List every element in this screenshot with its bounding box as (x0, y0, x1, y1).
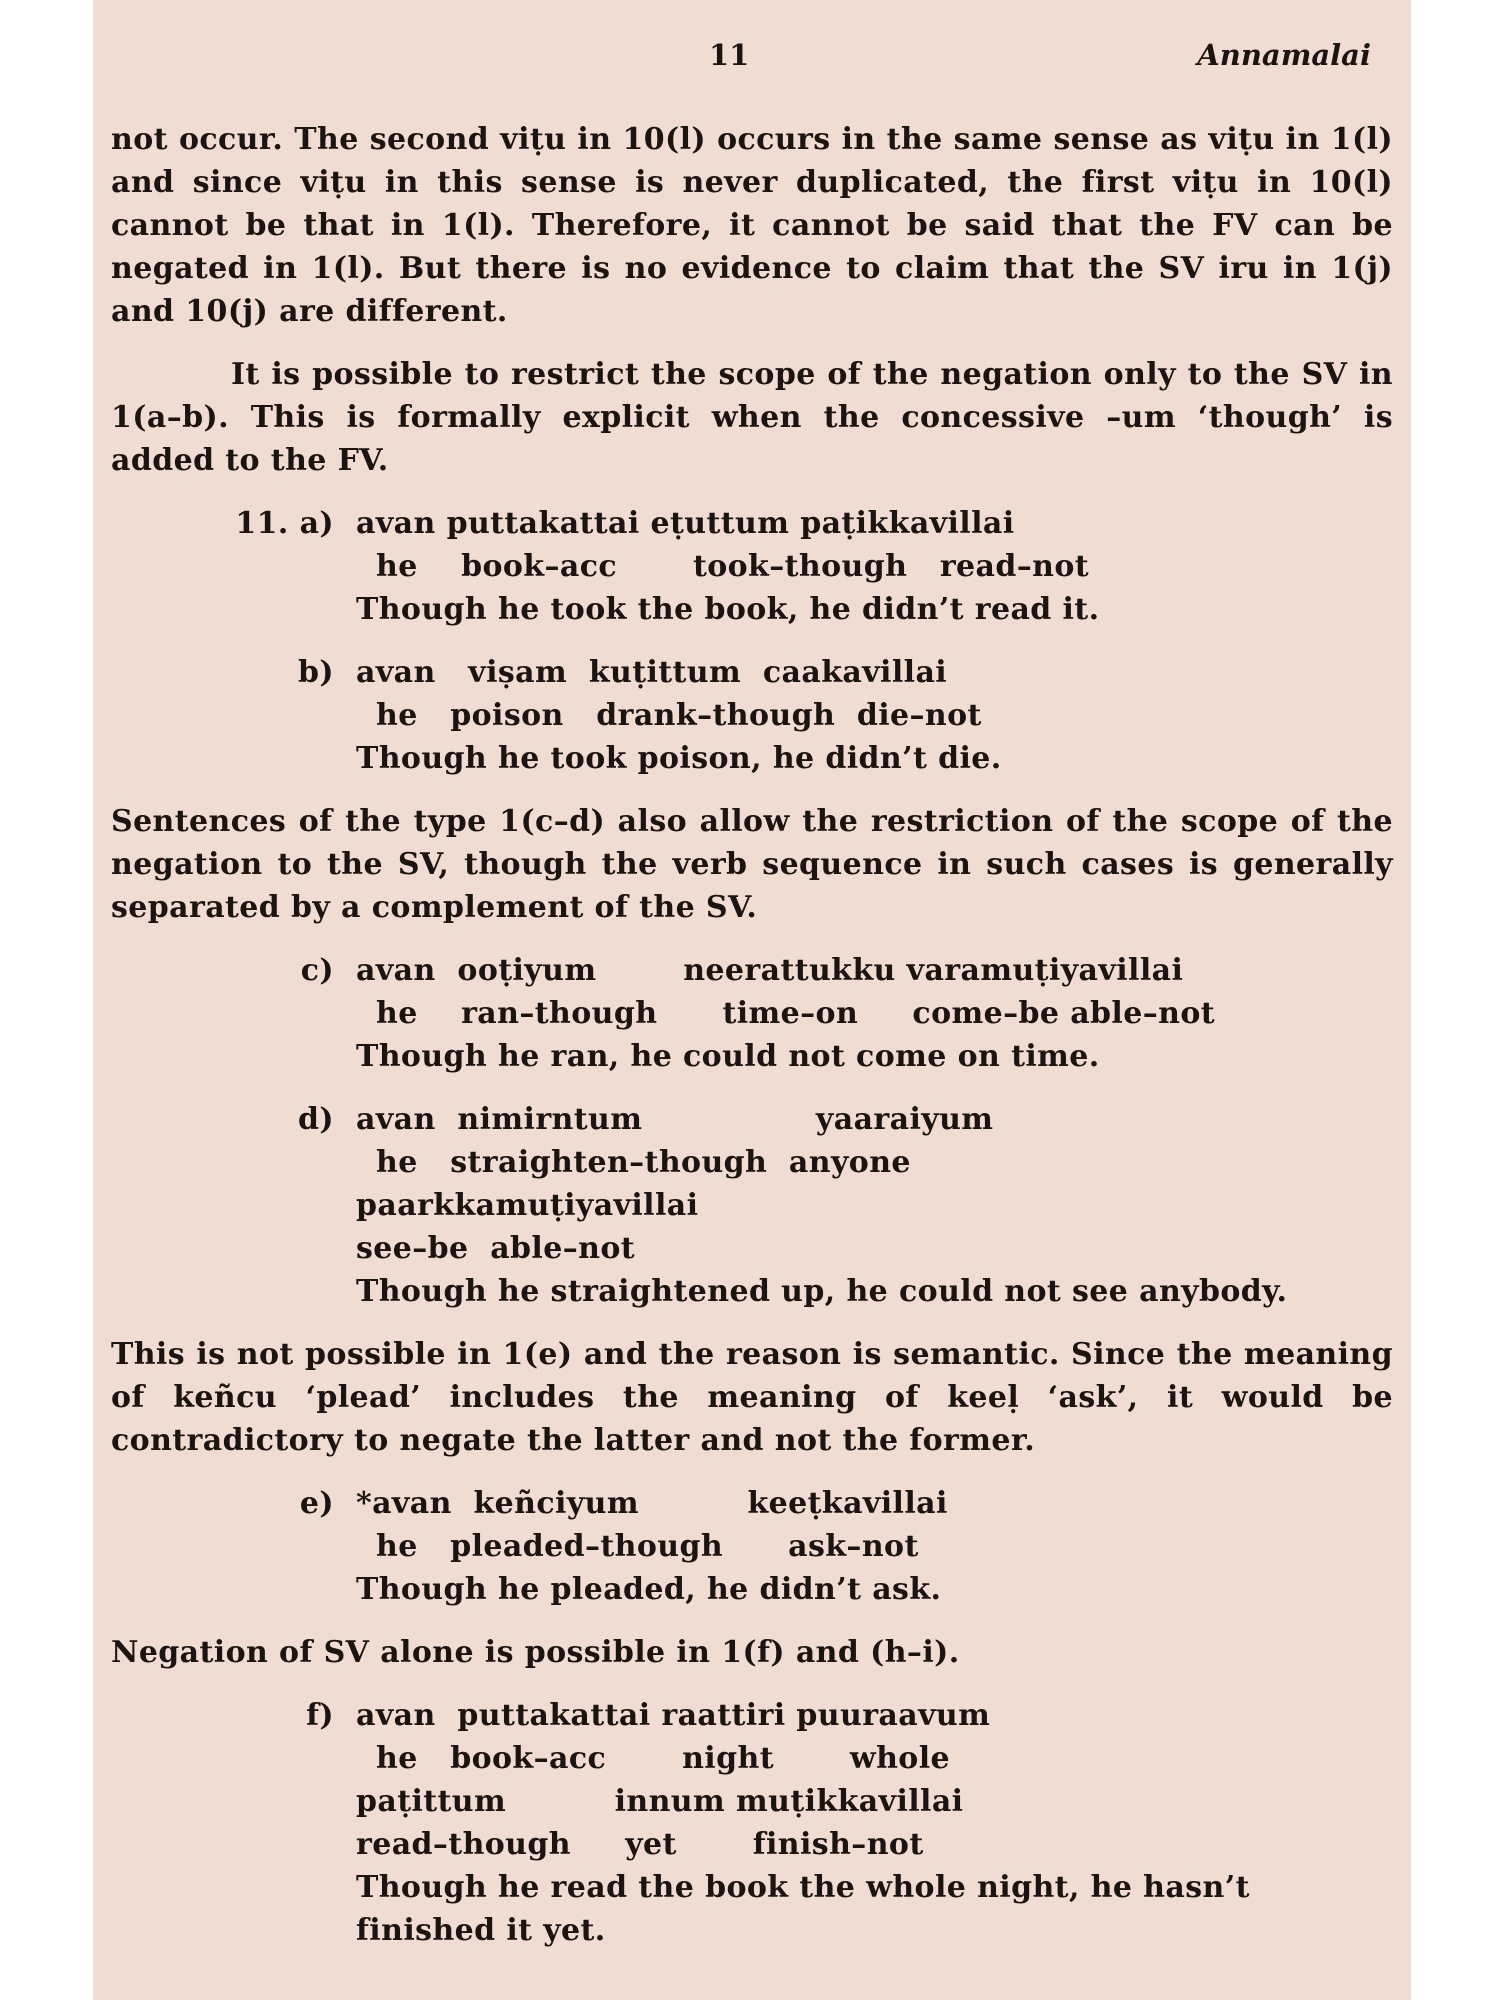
example-11f (111, 1694, 1393, 1952)
book-page (93, 0, 1411, 2000)
example-source: avan puttakattai raattiri puuraavum (356, 1698, 991, 1733)
example-gloss-continued: read–though yet finish–not (356, 1827, 924, 1862)
example-gloss-continued: see–be able–not (356, 1231, 635, 1266)
example-source: *avan keñciyum keeṭkavillai (356, 1486, 948, 1521)
example-source: avan viṣam kuṭittum caakavillai (356, 655, 948, 690)
paragraph-4: This is not possible in 1(e) and the reason is semantic. Since the meaning of keñcu ‘plead’ includes the meaning of keeḷ ‘ask’, it would be contradictory to negate the latter and not the former. (111, 1337, 1393, 1458)
example-translation: Though he read the book the whole night, he hasn’t finished it yet. (356, 1870, 1250, 1948)
page-number: 11 (709, 38, 750, 72)
paragraph-3: Sentences of the type 1(c–d) also allow the restriction of the scope of the negation to the SV, though the verb sequence in such cases is generally separated by a complement of the SV. (111, 804, 1393, 925)
example-source-continued: paṭittum innum muṭikkavillai (356, 1784, 964, 1819)
example-label: 11. a) (235, 506, 334, 541)
example-11d (111, 1098, 1393, 1313)
example-gloss: he poison drank–though die–not (376, 698, 982, 733)
example-source-continued: paarkkamuṭiyavillai (356, 1188, 699, 1223)
example-gloss: he straighten–though anyone (376, 1145, 911, 1180)
example-gloss: he book–acc night whole (376, 1741, 950, 1776)
example-label: c) (300, 953, 334, 988)
example-source: avan puttakattai eṭuttum paṭikkavillai (356, 506, 1015, 541)
example-11b (111, 651, 1393, 780)
paragraph-1: not occur. The second viṭu in 10(l) occurs in the same sense as viṭu in 1(l) and since viṭu in this sense is never duplicated, the first viṭu in 10(l) cannot be that in 1(l). Therefore, it cannot be said that the FV can be negated in 1(l). But there is no evidence to claim that the SV iru in 1(j) and 10(j) are different. (111, 122, 1393, 329)
example-source: avan nimirntum yaaraiyum (356, 1102, 994, 1137)
example-11e (111, 1482, 1393, 1611)
example-gloss: he ran–though time–on come–be able–not (376, 996, 1215, 1031)
page-header (93, 38, 1411, 88)
example-translation: Though he took the book, he didn’t read it. (356, 592, 1100, 627)
example-label: b) (298, 655, 334, 690)
example-translation: Though he ran, he could not come on time. (356, 1039, 1100, 1074)
running-head: Annamalai (1197, 38, 1371, 72)
example-11c (111, 949, 1393, 1078)
example-label: e) (299, 1486, 334, 1521)
paragraph-2: It is possible to restrict the scope of the negation only to the SV in 1(a–b). This is formally explicit when the concessive –um ‘though’ is added to the FV. (111, 357, 1393, 478)
example-source: avan ooṭiyum neerattukku varamuṭiyavillai (356, 953, 1184, 988)
page-body (111, 118, 1393, 1972)
example-label: d) (298, 1102, 334, 1137)
example-11a (111, 502, 1393, 631)
example-gloss: he book–acc took–though read–not (376, 549, 1090, 584)
example-translation: Though he took poison, he didn’t die. (356, 741, 1002, 776)
example-gloss: he pleaded–though ask–not (376, 1529, 919, 1564)
example-translation: Though he straightened up, he could not see anybody. (356, 1274, 1288, 1309)
paragraph-5: Negation of SV alone is possible in 1(f) and (h–i). (111, 1635, 960, 1670)
example-label: f) (306, 1698, 334, 1733)
example-translation: Though he pleaded, he didn’t ask. (356, 1572, 942, 1607)
